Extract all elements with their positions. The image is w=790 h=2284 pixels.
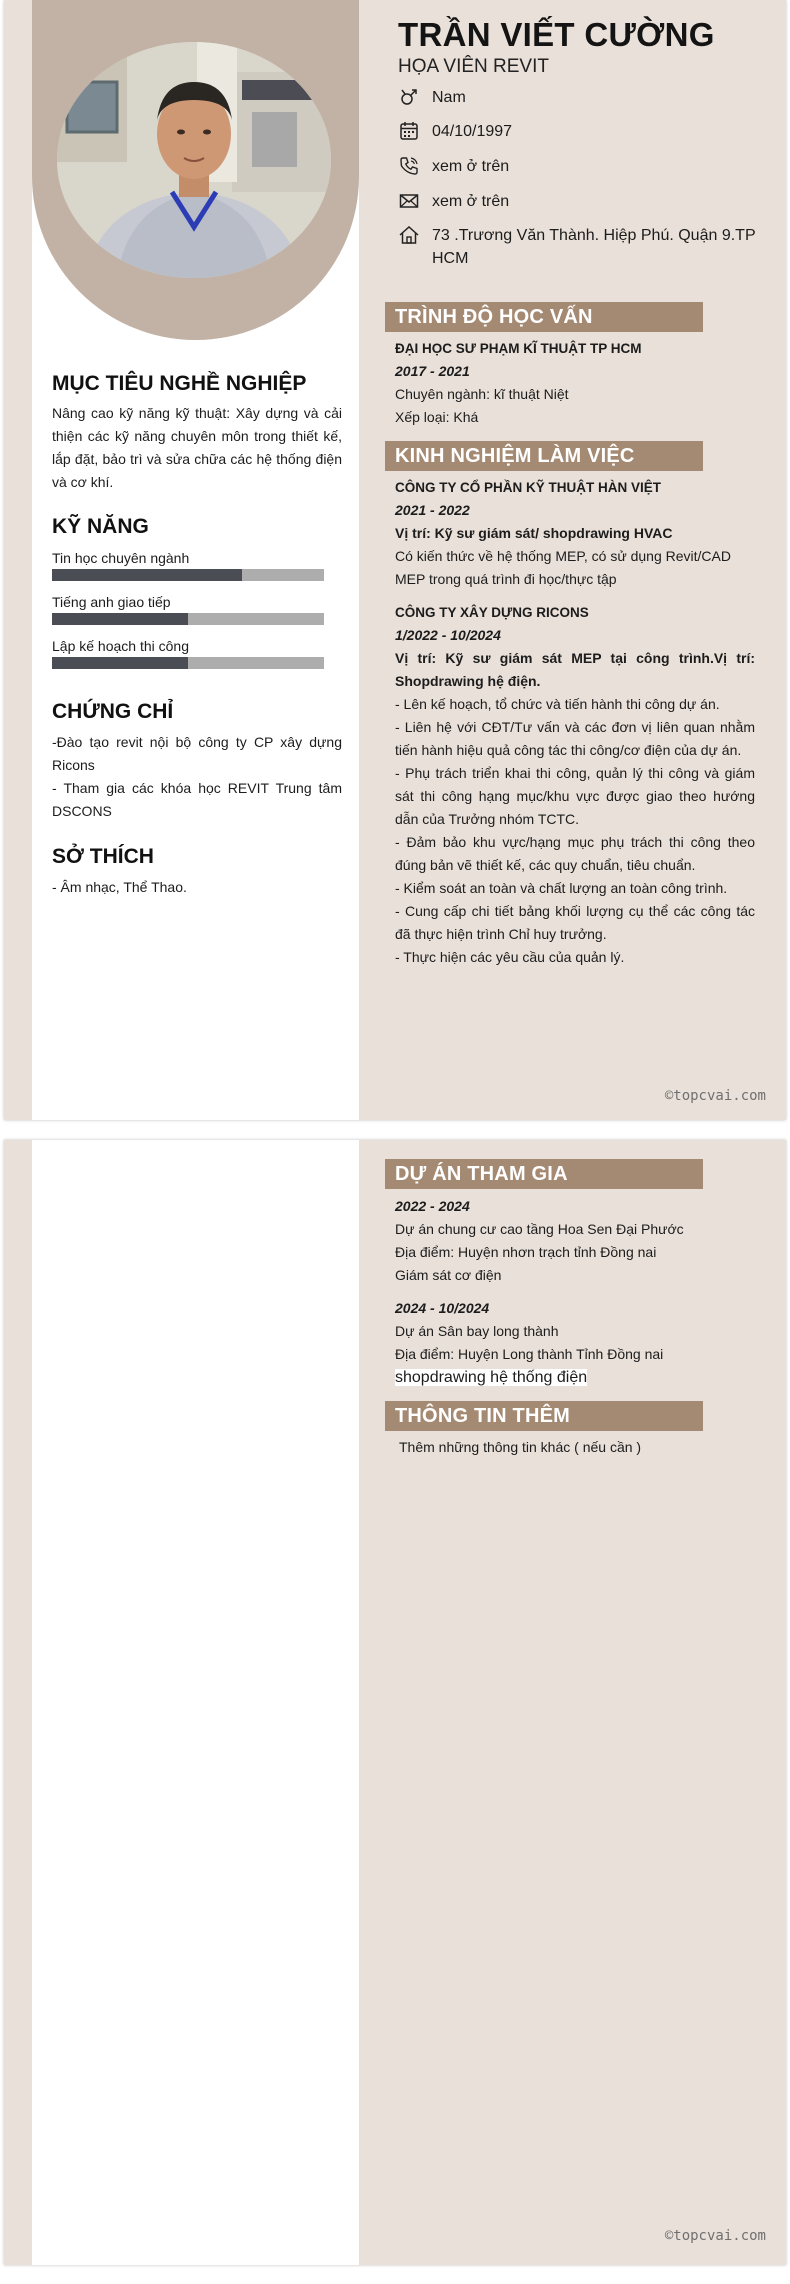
skill-item <box>52 549 324 581</box>
hobbies-text: - Âm nhạc, Thể Thao. <box>52 879 187 895</box>
gender-icon <box>398 86 420 108</box>
candidate-name: TRẦN VIẾT CƯỜNG <box>398 16 715 53</box>
job-detail: - Đảm bảo khu vực/hạng mục phụ trách thi công theo đúng bản vẽ thiết kế, các quy chuẩn, tiêu chuẩn. <box>395 834 755 873</box>
project-line: Dự án chung cư cao tầng Hoa Sen Đại Phước <box>395 1221 684 1237</box>
phone-icon <box>398 155 420 177</box>
objective-heading: MỤC TIÊU NGHỀ NGHIỆP <box>52 372 307 395</box>
job-detail: - Liên hệ với CĐT/Tư vấn và các đơn vị liên quan nhằm tiến hành hiệu quả công tác thi công/cơ điện của dự án. <box>395 719 755 758</box>
skill-item <box>52 593 324 625</box>
education-rank: Xếp loại: Khá <box>395 409 479 425</box>
address-value: 73 .Trương Văn Thành. Hiệp Phú. Quận 9.TP HCM <box>432 227 756 267</box>
certificates-heading: CHỨNG CHỈ <box>52 700 174 723</box>
gender-value: Nam <box>432 89 466 106</box>
skill-bar <box>52 657 324 669</box>
skill-bar-fill <box>52 613 188 625</box>
job-company: CÔNG TY CỔ PHẦN KỸ THUẬT HÀN VIỆT <box>395 480 662 495</box>
hobbies-heading: SỞ THÍCH <box>52 845 154 868</box>
project-line: Địa điểm: Huyện Long thành Tỉnh Đồng nai <box>395 1346 664 1362</box>
skill-label: Tin học chuyên ngành <box>52 550 190 566</box>
project-line: Dự án Sân bay long thành <box>395 1323 559 1339</box>
job-position: Vị trí: Kỹ sư giám sát/ shopdrawing HVAC <box>395 525 673 541</box>
contact-phone <box>398 155 509 178</box>
project-period: 2022 - 2024 <box>395 1198 470 1214</box>
cv-page-2 <box>4 1140 786 2265</box>
education-period: 2017 - 2021 <box>395 363 470 379</box>
job-detail: - Cung cấp chi tiết bảng khối lượng cụ thể các công tác đã thực hiện trình Chỉ huy trưởng. <box>395 903 755 942</box>
education-heading: TRÌNH ĐỘ HỌC VẤN <box>385 302 703 332</box>
experience-heading: KINH NGHIỆM LÀM VIỆC <box>385 441 703 471</box>
job-detail: - Phụ trách triển khai thi công, quản lý thi công và giám sát thi công hạng mục/khu vực được giao theo hướng dẫn của Trưởng nhóm TCTC. <box>395 765 755 827</box>
projects-heading: DỰ ÁN THAM GIA <box>385 1159 703 1189</box>
project-line: Địa điểm: Huyện nhơn trạch tỉnh Đồng nai <box>395 1244 657 1260</box>
contact-birthday <box>398 120 512 143</box>
skill-bar <box>52 569 324 581</box>
project-period: 2024 - 10/2024 <box>395 1300 490 1316</box>
skill-bar-fill <box>52 569 242 581</box>
objective-text: Nâng cao kỹ năng kỹ thuật: Xây dựng và cải thiện các kỹ năng chuyên môn trong thiết kế, lắp đặt, bảo trì và sửa chữa các hệ thống điện và cơ khí. <box>52 405 342 490</box>
mail-icon <box>398 190 420 212</box>
birthday-value: 04/10/1997 <box>432 123 513 140</box>
calendar-icon <box>398 120 420 142</box>
watermark: ©topcvai.com <box>664 2228 766 2244</box>
job-detail: - Thực hiện các yêu cầu của quản lý. <box>395 949 625 965</box>
contact-address <box>398 224 758 270</box>
skill-bar-fill <box>52 657 188 669</box>
certificate-line: -Đào tạo revit nội bộ công ty CP xây dựng Ricons <box>52 734 342 773</box>
job-period: 2021 - 2022 <box>395 502 470 518</box>
job-company: CÔNG TY XÂY DỰNG RICONS <box>395 605 589 620</box>
home-icon <box>398 224 420 246</box>
phone-value: xem ở trên <box>432 158 510 175</box>
job-detail: Có kiến thức về hệ thống MEP, có sử dụng Revit/CAD MEP trong quá trình đi học/thực tập <box>395 548 731 587</box>
project-line: Giám sát cơ điện <box>395 1267 502 1283</box>
job-period: 1/2022 - 10/2024 <box>395 627 501 643</box>
watermark: ©topcvai.com <box>664 1088 766 1104</box>
contact-email <box>398 190 509 213</box>
profile-photo <box>57 42 331 278</box>
project-line-wrap <box>395 1366 755 1389</box>
job-detail: - Lên kế hoạch, tổ chức và tiến hành thi công dự án. <box>395 696 720 712</box>
portrait-illustration <box>57 42 331 278</box>
project-line: shopdrawing hệ thống điện <box>395 1369 588 1386</box>
skill-bar <box>52 613 324 625</box>
email-value: xem ở trên <box>432 193 510 210</box>
skills-heading: KỸ NĂNG <box>52 515 149 538</box>
skill-item <box>52 637 324 669</box>
contact-gender <box>398 86 466 109</box>
skill-label: Tiếng anh giao tiếp <box>52 594 171 610</box>
certificate-line: - Tham gia các khóa học REVIT Trung tâm DSCONS <box>52 780 342 819</box>
job-position: Vị trí: Kỹ sư giám sát MEP tại công trình.Vị trí: Shopdrawing hệ điện. <box>395 650 755 689</box>
job-title: HỌA VIÊN REVIT <box>398 56 549 77</box>
additional-text: Thêm những thông tin khác ( nếu cần ) <box>399 1439 642 1455</box>
additional-heading: THÔNG TIN THÊM <box>385 1401 703 1431</box>
education-major: Chuyên ngành: kĩ thuật Niệt <box>395 386 569 402</box>
job-detail: - Kiểm soát an toàn và chất lượng an toàn công trình. <box>395 880 728 896</box>
education-school: ĐẠI HỌC SƯ PHẠM KĨ THUẬT TP HCM <box>395 341 642 356</box>
skill-label: Lập kế hoạch thi công <box>52 638 189 654</box>
left-column <box>32 1140 359 2265</box>
cv-page-1 <box>4 0 786 1120</box>
